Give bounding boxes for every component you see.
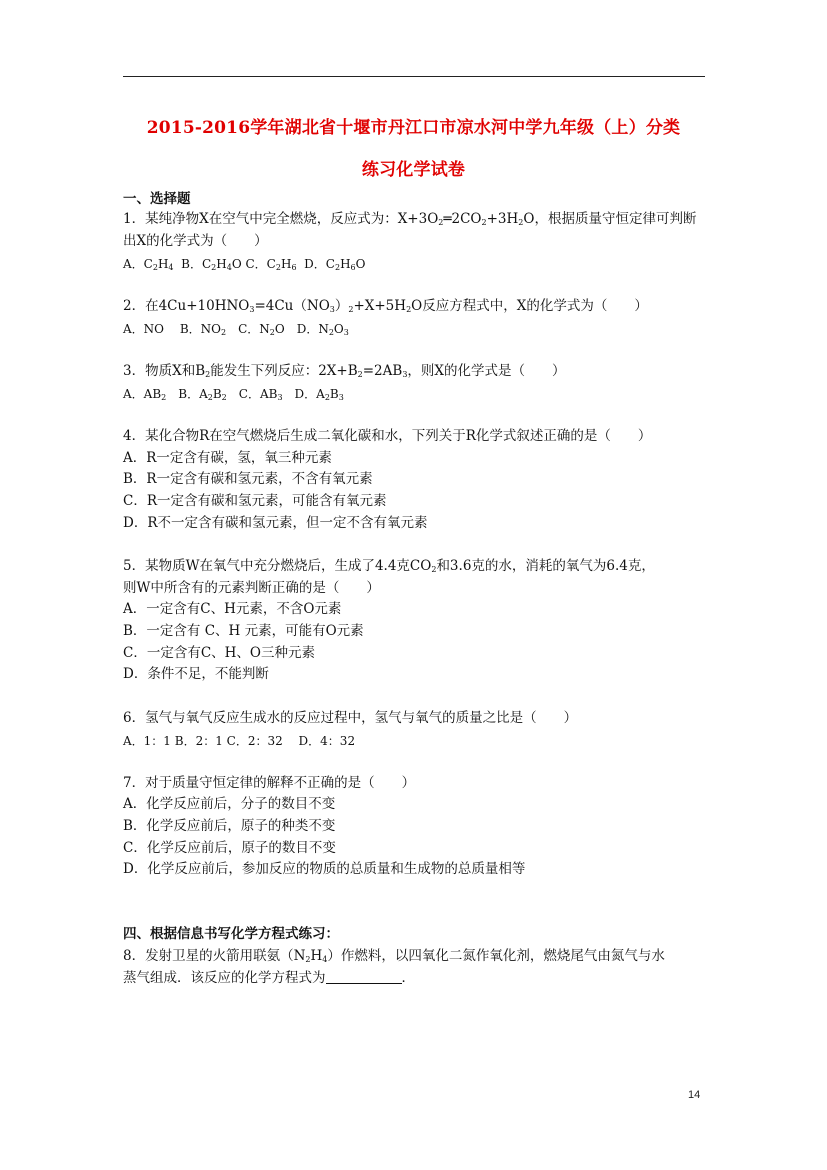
section-heading-info: 四、根据信息书写化学方程式练习： bbox=[123, 926, 339, 942]
question-7-stem: 7．对于质量守恒定律的解释不正确的是（ ） bbox=[123, 775, 416, 791]
question-7-option-a: A．化学反应前后，分子的数目不变 bbox=[123, 796, 336, 812]
question-5-option-b: B．一定含有 C、H 元素，可能有O元素 bbox=[123, 623, 364, 639]
answer-blank[interactable] bbox=[326, 970, 402, 984]
question-6-options: A．1：1 B．2：1 C．2：32 D．4：32 bbox=[123, 734, 356, 748]
question-5-option-c: C．一定含有C、H、O三种元素 bbox=[123, 645, 315, 661]
page-number: 14 bbox=[688, 1089, 701, 1101]
question-5-option-d: D．条件不足，不能判断 bbox=[123, 666, 269, 682]
question-4-option-c: C．R一定含有碳和氢元素，可能含有氧元素 bbox=[123, 493, 387, 509]
question-4-option-a: A．R一定含有碳，氢，氧三种元素 bbox=[123, 450, 332, 466]
question-5-option-a: A．一定含有C、H元素，不含O元素 bbox=[123, 601, 342, 617]
question-5-stem-cont: 则W中所含有的元素判断正确的是（ ） bbox=[123, 580, 380, 596]
question-4-option-b: B．R一定含有碳和氢元素，不含有氧元素 bbox=[123, 471, 373, 487]
question-6-stem: 6．氢气与氧气反应生成水的反应过程中，氢气与氧气的质量之比是（ ） bbox=[123, 710, 578, 726]
question-2-options: A．NO B．$NO_2$ C．$N_2O$ D．$N_2O_3$ bbox=[123, 322, 349, 337]
question-8-stem-cont: 蒸气组成．该反应的化学方程式为 ． bbox=[123, 970, 415, 986]
question-1-options: A．$C_2H_4$ B．$C_2H_4O$ C．$C_2H_6$ D．$C_2H_6O$ bbox=[123, 257, 366, 272]
question-7-option-c: C．化学反应前后，原子的数目不变 bbox=[123, 840, 336, 856]
question-1-stem-cont: 出X的化学式为（ ） bbox=[123, 233, 268, 249]
question-7-option-d: D．化学反应前后，参加反应的物质的总质量和生成物的总质量相等 bbox=[123, 861, 526, 877]
header-rule bbox=[123, 76, 705, 77]
question-2-stem: 2．在$4Cu+10HNO_3=4Cu(NO_3)_2+X+5H_2O$反应方程式中，X的化学式为（ ） bbox=[123, 298, 648, 314]
question-8-stem: 8．发射卫星的火箭用联氨$(N_2H_4)$作燃料，以四氧化二氮作氧化剂，燃烧尾气由氮气与水 bbox=[123, 948, 665, 964]
title-line-2: 练习化学试卷 bbox=[361, 160, 466, 180]
question-3-options: A．$AB_2$ B．$A_2B_2$ C．$AB_3$ D．$A_2B_3$ bbox=[123, 387, 344, 402]
title-line-1: 2015-2016学年湖北省十堰市丹江口市凉水河中学九年级（上）分类 bbox=[146, 118, 681, 138]
question-5-stem: 5．某物质W在氧气中充分燃烧后，生成了4.4克$CO_2$和3.6克的水，消耗的氧气为6.4克， bbox=[123, 558, 655, 574]
question-4-stem: 4．某化合物R在空气燃烧后生成二氧化碳和水，下列关于R化学式叙述正确的是（ ） bbox=[123, 428, 652, 444]
section-heading-choice: 一、选择题 bbox=[123, 191, 191, 207]
question-4-option-d: D．R不一定含有碳和氢元素，但一定不含有氧元素 bbox=[123, 515, 428, 531]
question-7-option-b: B．化学反应前后，原子的种类不变 bbox=[123, 818, 336, 834]
question-1-stem: 1．某纯净物X在空气中完全燃烧，反应式为：$X+3O_2═2CO_2+3H_2O$，根据质量守恒定律可判断 bbox=[123, 211, 697, 227]
question-3-stem: 3．物质X和$B_2$能发生下列反应：$2X+B_2=2AB_3$，则X的化学式是（ ） bbox=[123, 363, 566, 379]
